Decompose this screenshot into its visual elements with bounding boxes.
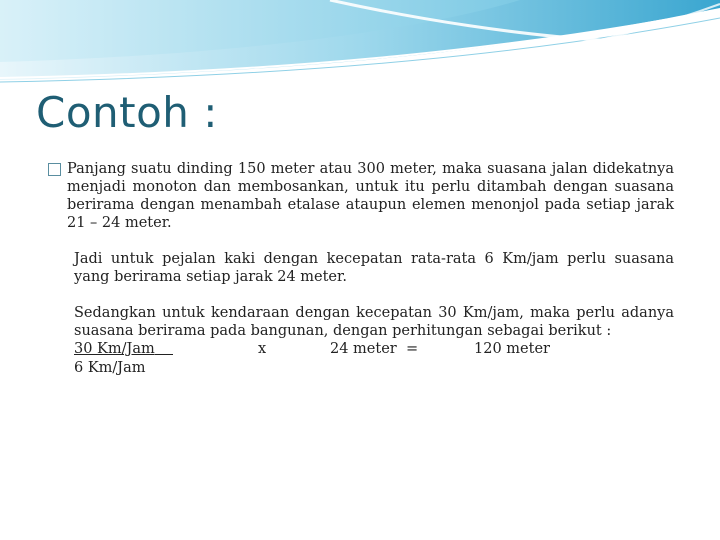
calc-times: x <box>258 341 267 357</box>
square-bullet-icon <box>48 163 61 176</box>
calc-denominator-row <box>74 359 674 378</box>
calc-result: 120 meter <box>474 341 550 357</box>
slide-title: Contoh : <box>36 88 218 137</box>
calc-numerator: 30 Km/Jam <box>74 340 173 358</box>
calc-equals: = <box>406 341 419 357</box>
bullet-item <box>48 160 674 232</box>
calc-distance: 24 meter <box>330 341 397 357</box>
paragraph-pedestrian: Jadi untuk pejalan kaki dengan kecepatan rata-rata 6 Km/jam perlu suasana yang berirama setiap jarak 24 meter. <box>74 251 674 285</box>
slide-content <box>48 160 674 378</box>
bullet-text: Panjang suatu dinding 150 meter atau 300 meter, maka suasana jalan didekatnya menjadi monoton dan membosankan, untuk itu perlu ditambah dengan suasana berirama dengan menambah etalase ataupun elemen menonjol pada setiap jarak 21 – 24 meter. <box>67 161 674 231</box>
calc-denominator: 6 Km/Jam <box>74 360 146 376</box>
calculation-row <box>74 340 674 359</box>
header-wave-decoration <box>0 0 720 90</box>
calculation <box>74 340 674 378</box>
paragraph-vehicle: Sedangkan untuk kendaraan dengan kecepatan 30 Km/jam, maka perlu adanya suasana berirama pada bangunan, dengan perhitungan sebagai berikut : <box>74 305 674 339</box>
